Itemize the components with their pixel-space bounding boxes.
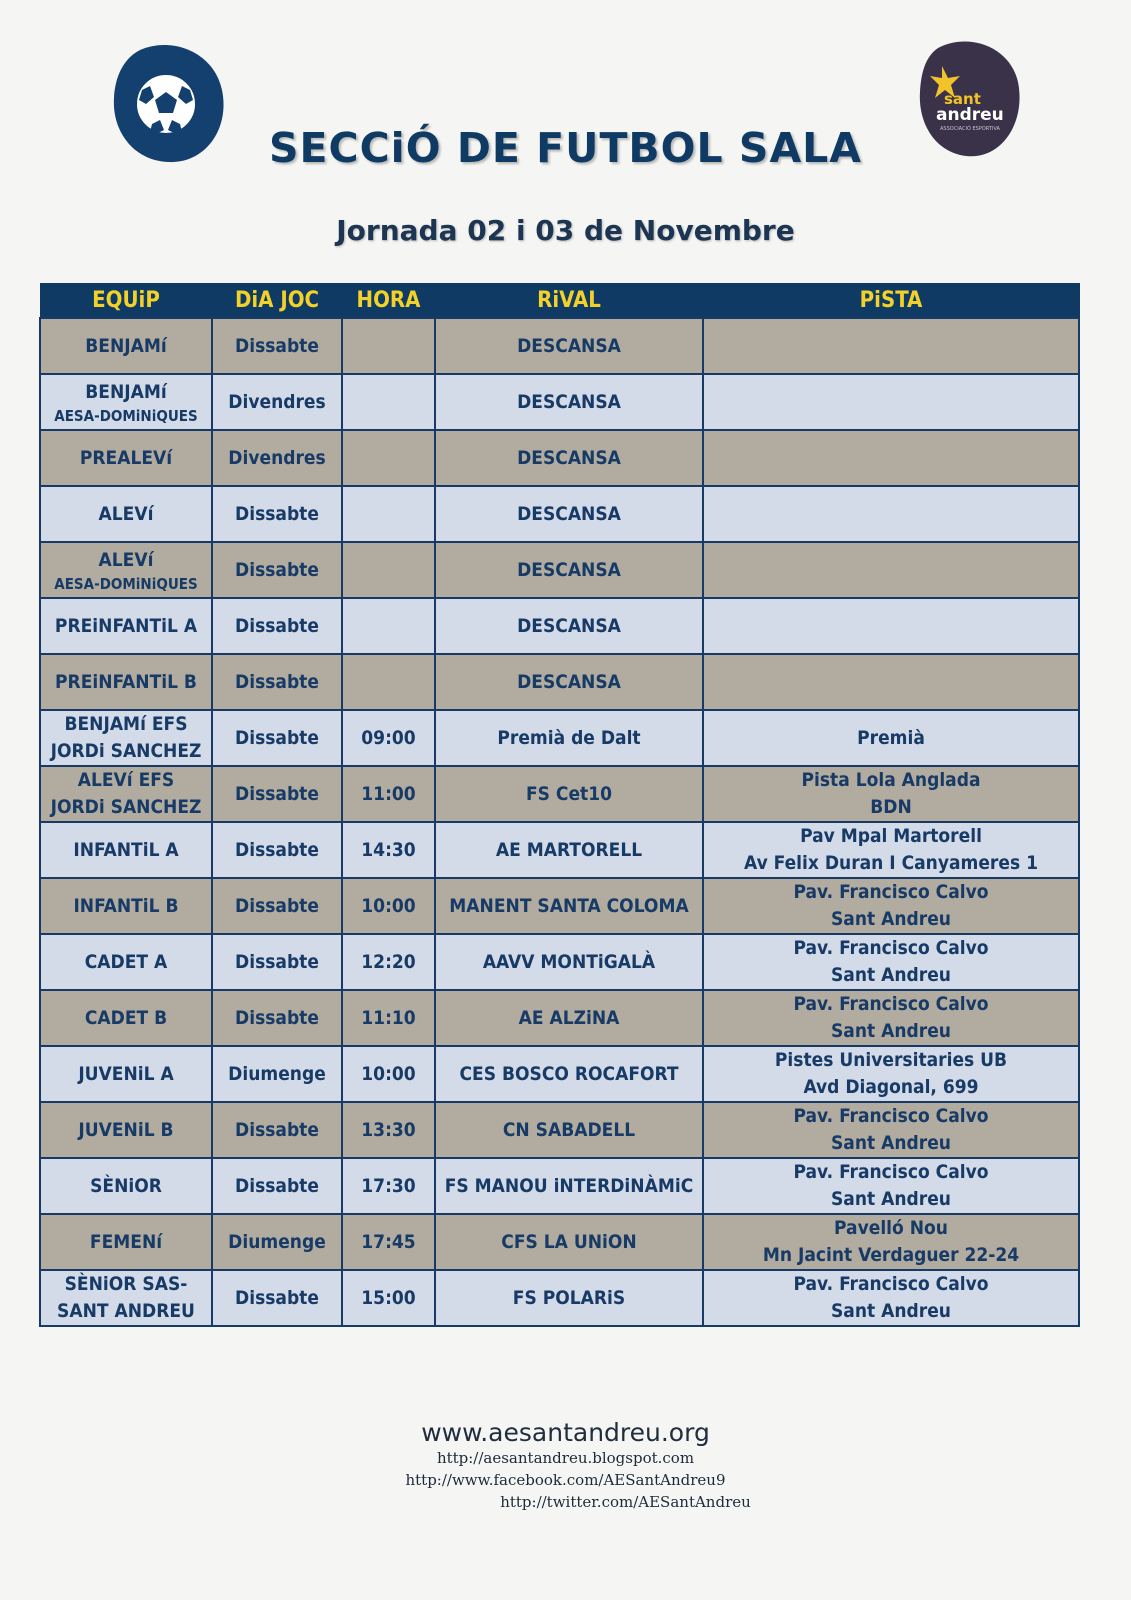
venue-name: Pav. Francisco Calvo [793,993,989,1015]
cell-dia-joc: Dissabte [212,1270,342,1326]
team-name-line2: JORDi SANCHEZ [50,796,202,818]
team-name: CADET B [84,1006,168,1029]
venue-name: Pavelló Nou [834,1217,948,1239]
cell-rival: AE ALZiNA [435,990,703,1046]
team-name: BENJAMí [85,380,167,403]
cell-hora: 11:00 [342,766,435,822]
cell-rival: FS MANOU iNTERDiNÀMiC [435,1158,703,1214]
cell-rival: DESCANSA [435,542,703,598]
cell-pista [703,934,1079,990]
team-name: ALEVí [98,548,154,571]
logo-text-andreu: andreu [936,105,1004,125]
cell-dia-joc: Dissabte [212,878,342,934]
venue-address: Sant Andreu [831,1020,951,1042]
cell-hora [342,654,435,710]
venue-name: Pistes Universitaries UB [774,1049,1008,1071]
team-name: PREiNFANTiL A [54,614,198,637]
venue-name: Pav. Francisco Calvo [793,1161,989,1183]
cell-rival: DESCANSA [435,486,703,542]
team-name: JUVENiL A [78,1062,174,1085]
cell-pista [703,430,1079,486]
cell-rival: DESCANSA [435,598,703,654]
column-header-hora: HORA [342,284,435,319]
cell-equip [40,374,212,430]
cell-hora: 13:30 [342,1102,435,1158]
cell-rival: Premià de Dalt [435,710,703,766]
table-row [40,318,1079,374]
cell-rival: DESCANSA [435,318,703,374]
team-name-line2: JORDi SANCHEZ [50,740,202,762]
column-header-equip: EQUiP [40,284,212,319]
schedule-table [39,283,1080,1327]
table-row [40,934,1079,990]
cell-rival: CFS LA UNiON [435,1214,703,1270]
table-row [40,878,1079,934]
cell-pista [703,486,1079,542]
table-row [40,486,1079,542]
cell-rival: MANENT SANTA COLOMA [435,878,703,934]
team-name: INFANTiL A [73,838,179,861]
cell-hora: 10:00 [342,878,435,934]
team-name: CADET A [84,950,168,973]
cell-rival: CN SABADELL [435,1102,703,1158]
team-name: BENJAMí EFS [64,713,188,735]
team-name: SÈNiOR [90,1174,162,1197]
page-subtitle: Jornada 02 i 03 de Novembre [336,214,795,247]
table-row [40,598,1079,654]
cell-rival: DESCANSA [435,374,703,430]
cell-pista [703,1214,1079,1270]
venue-address: Sant Andreu [831,908,951,930]
cell-equip [40,486,212,542]
team-name: JUVENiL B [78,1118,174,1141]
column-header-rival: RiVAL [435,284,703,319]
cell-hora [342,542,435,598]
venue-name: Pav Mpal Martorell [800,825,982,847]
cell-rival: FS Cet10 [435,766,703,822]
venue-name: Premià [857,726,925,749]
team-name: PREiNFANTiL B [55,670,197,693]
cell-rival: CES BOSCO ROCAFORT [435,1046,703,1102]
cell-pista [703,766,1079,822]
table-row [40,374,1079,430]
cell-pista [703,1270,1079,1326]
cell-equip [40,1270,212,1326]
cell-dia-joc: Diumenge [212,1214,342,1270]
cell-dia-joc: Dissabte [212,822,342,878]
venue-address: Avd Diagonal, 699 [803,1076,979,1098]
team-name: ALEVí EFS [77,769,175,791]
column-header-pista: PiSTA [703,284,1079,319]
venue-name: Pav. Francisco Calvo [793,1105,989,1127]
cell-equip [40,318,212,374]
table-row [40,822,1079,878]
cell-equip [40,598,212,654]
cell-equip [40,430,212,486]
cell-pista [703,598,1079,654]
footer [0,1418,1131,1513]
venue-name: Pista Lola Anglada [801,769,981,791]
cell-rival: AE MARTORELL [435,822,703,878]
table-row [40,990,1079,1046]
cell-hora: 17:30 [342,1158,435,1214]
cell-hora [342,486,435,542]
cell-equip [40,1102,212,1158]
cell-equip [40,710,212,766]
cell-rival: DESCANSA [435,654,703,710]
cell-dia-joc: Dissabte [212,598,342,654]
cell-pista [703,542,1079,598]
twitter-link[interactable]: http://twitter.com/AESantAndreu [500,1493,751,1511]
cell-dia-joc: Dissabte [212,654,342,710]
team-name: INFANTiL B [73,894,179,917]
cell-equip [40,1214,212,1270]
cell-pista [703,374,1079,430]
venue-name: Pav. Francisco Calvo [793,1273,989,1295]
table-row [40,542,1079,598]
venue-name: Pav. Francisco Calvo [793,881,989,903]
team-name: FEMENí [89,1230,163,1253]
venue-address: Sant Andreu [831,1188,951,1210]
cell-equip [40,766,212,822]
cell-hora: 12:20 [342,934,435,990]
cell-hora: 11:10 [342,990,435,1046]
table-row [40,766,1079,822]
cell-rival: AAVV MONTiGALÀ [435,934,703,990]
cell-dia-joc: Dissabte [212,710,342,766]
cell-hora: 17:45 [342,1214,435,1270]
cell-pista [703,878,1079,934]
team-name: PREALEVí [79,446,173,469]
venue-address: Sant Andreu [831,1132,951,1154]
table-header-row [40,284,1079,319]
table-row [40,710,1079,766]
logo-tagline: ASSOCIACIÓ ESPORTIVA [940,126,1000,132]
column-header-dia-joc: DiA JOC [212,284,342,319]
cell-dia-joc: Dissabte [212,1102,342,1158]
cell-pista [703,822,1079,878]
team-name-line2: SANT ANDREU [57,1300,195,1322]
table-row [40,1046,1079,1102]
cell-dia-joc: Dissabte [212,766,342,822]
table-row [40,1158,1079,1214]
cell-equip [40,822,212,878]
venue-address: Sant Andreu [831,1300,951,1322]
venue-address: Mn Jacint Verdaguer 22-24 [762,1244,1020,1266]
venue-address: Av Felix Duran I Canyameres 1 [744,852,1038,874]
table-row [40,1102,1079,1158]
cell-dia-joc: Diumenge [212,1046,342,1102]
cell-equip [40,878,212,934]
cell-equip [40,934,212,990]
cell-rival: FS POLARiS [435,1270,703,1326]
cell-equip [40,1158,212,1214]
blog-link[interactable]: http://aesantandreu.blogspot.com [436,1449,695,1467]
cell-pista [703,1046,1079,1102]
table-row [40,1214,1079,1270]
cell-hora: 14:30 [342,822,435,878]
cell-hora [342,598,435,654]
page-title: SECCiÓ DE FUTBOL SALA [268,124,863,172]
cell-pista [703,990,1079,1046]
cell-equip [40,542,212,598]
cell-dia-joc: Dissabte [212,486,342,542]
cell-hora: 15:00 [342,1270,435,1326]
venue-address: Sant Andreu [831,964,951,986]
cell-dia-joc: Divendres [212,430,342,486]
cell-dia-joc: Dissabte [212,318,342,374]
cell-equip [40,1046,212,1102]
cell-dia-joc: Divendres [212,374,342,430]
cell-dia-joc: Dissabte [212,990,342,1046]
team-subname: AESA-DOMiNiQUES [54,406,198,425]
team-name: BENJAMí [85,334,167,357]
cell-pista [703,710,1079,766]
cell-equip [40,654,212,710]
table-row [40,430,1079,486]
cell-hora [342,430,435,486]
venue-address: BDN [870,796,912,818]
table-row [40,654,1079,710]
cell-hora [342,374,435,430]
cell-pista [703,318,1079,374]
cell-pista [703,1158,1079,1214]
logo-text-sant: sant [944,90,981,108]
venue-name: Pav. Francisco Calvo [793,937,989,959]
cell-dia-joc: Dissabte [212,934,342,990]
team-subname: AESA-DOMiNiQUES [54,574,198,593]
cell-pista [703,1102,1079,1158]
facebook-link[interactable]: http://www.facebook.com/AESantAndreu9 [405,1471,726,1489]
table-row [40,1270,1079,1326]
cell-hora [342,318,435,374]
website-link[interactable]: www.aesantandreu.org [421,1418,710,1447]
cell-hora: 10:00 [342,1046,435,1102]
cell-dia-joc: Dissabte [212,542,342,598]
cell-pista [703,654,1079,710]
team-name: ALEVí [98,502,154,525]
cell-equip [40,990,212,1046]
cell-dia-joc: Dissabte [212,1158,342,1214]
team-name: SÈNiOR SAS- [64,1273,188,1295]
cell-hora: 09:00 [342,710,435,766]
cell-rival: DESCANSA [435,430,703,486]
